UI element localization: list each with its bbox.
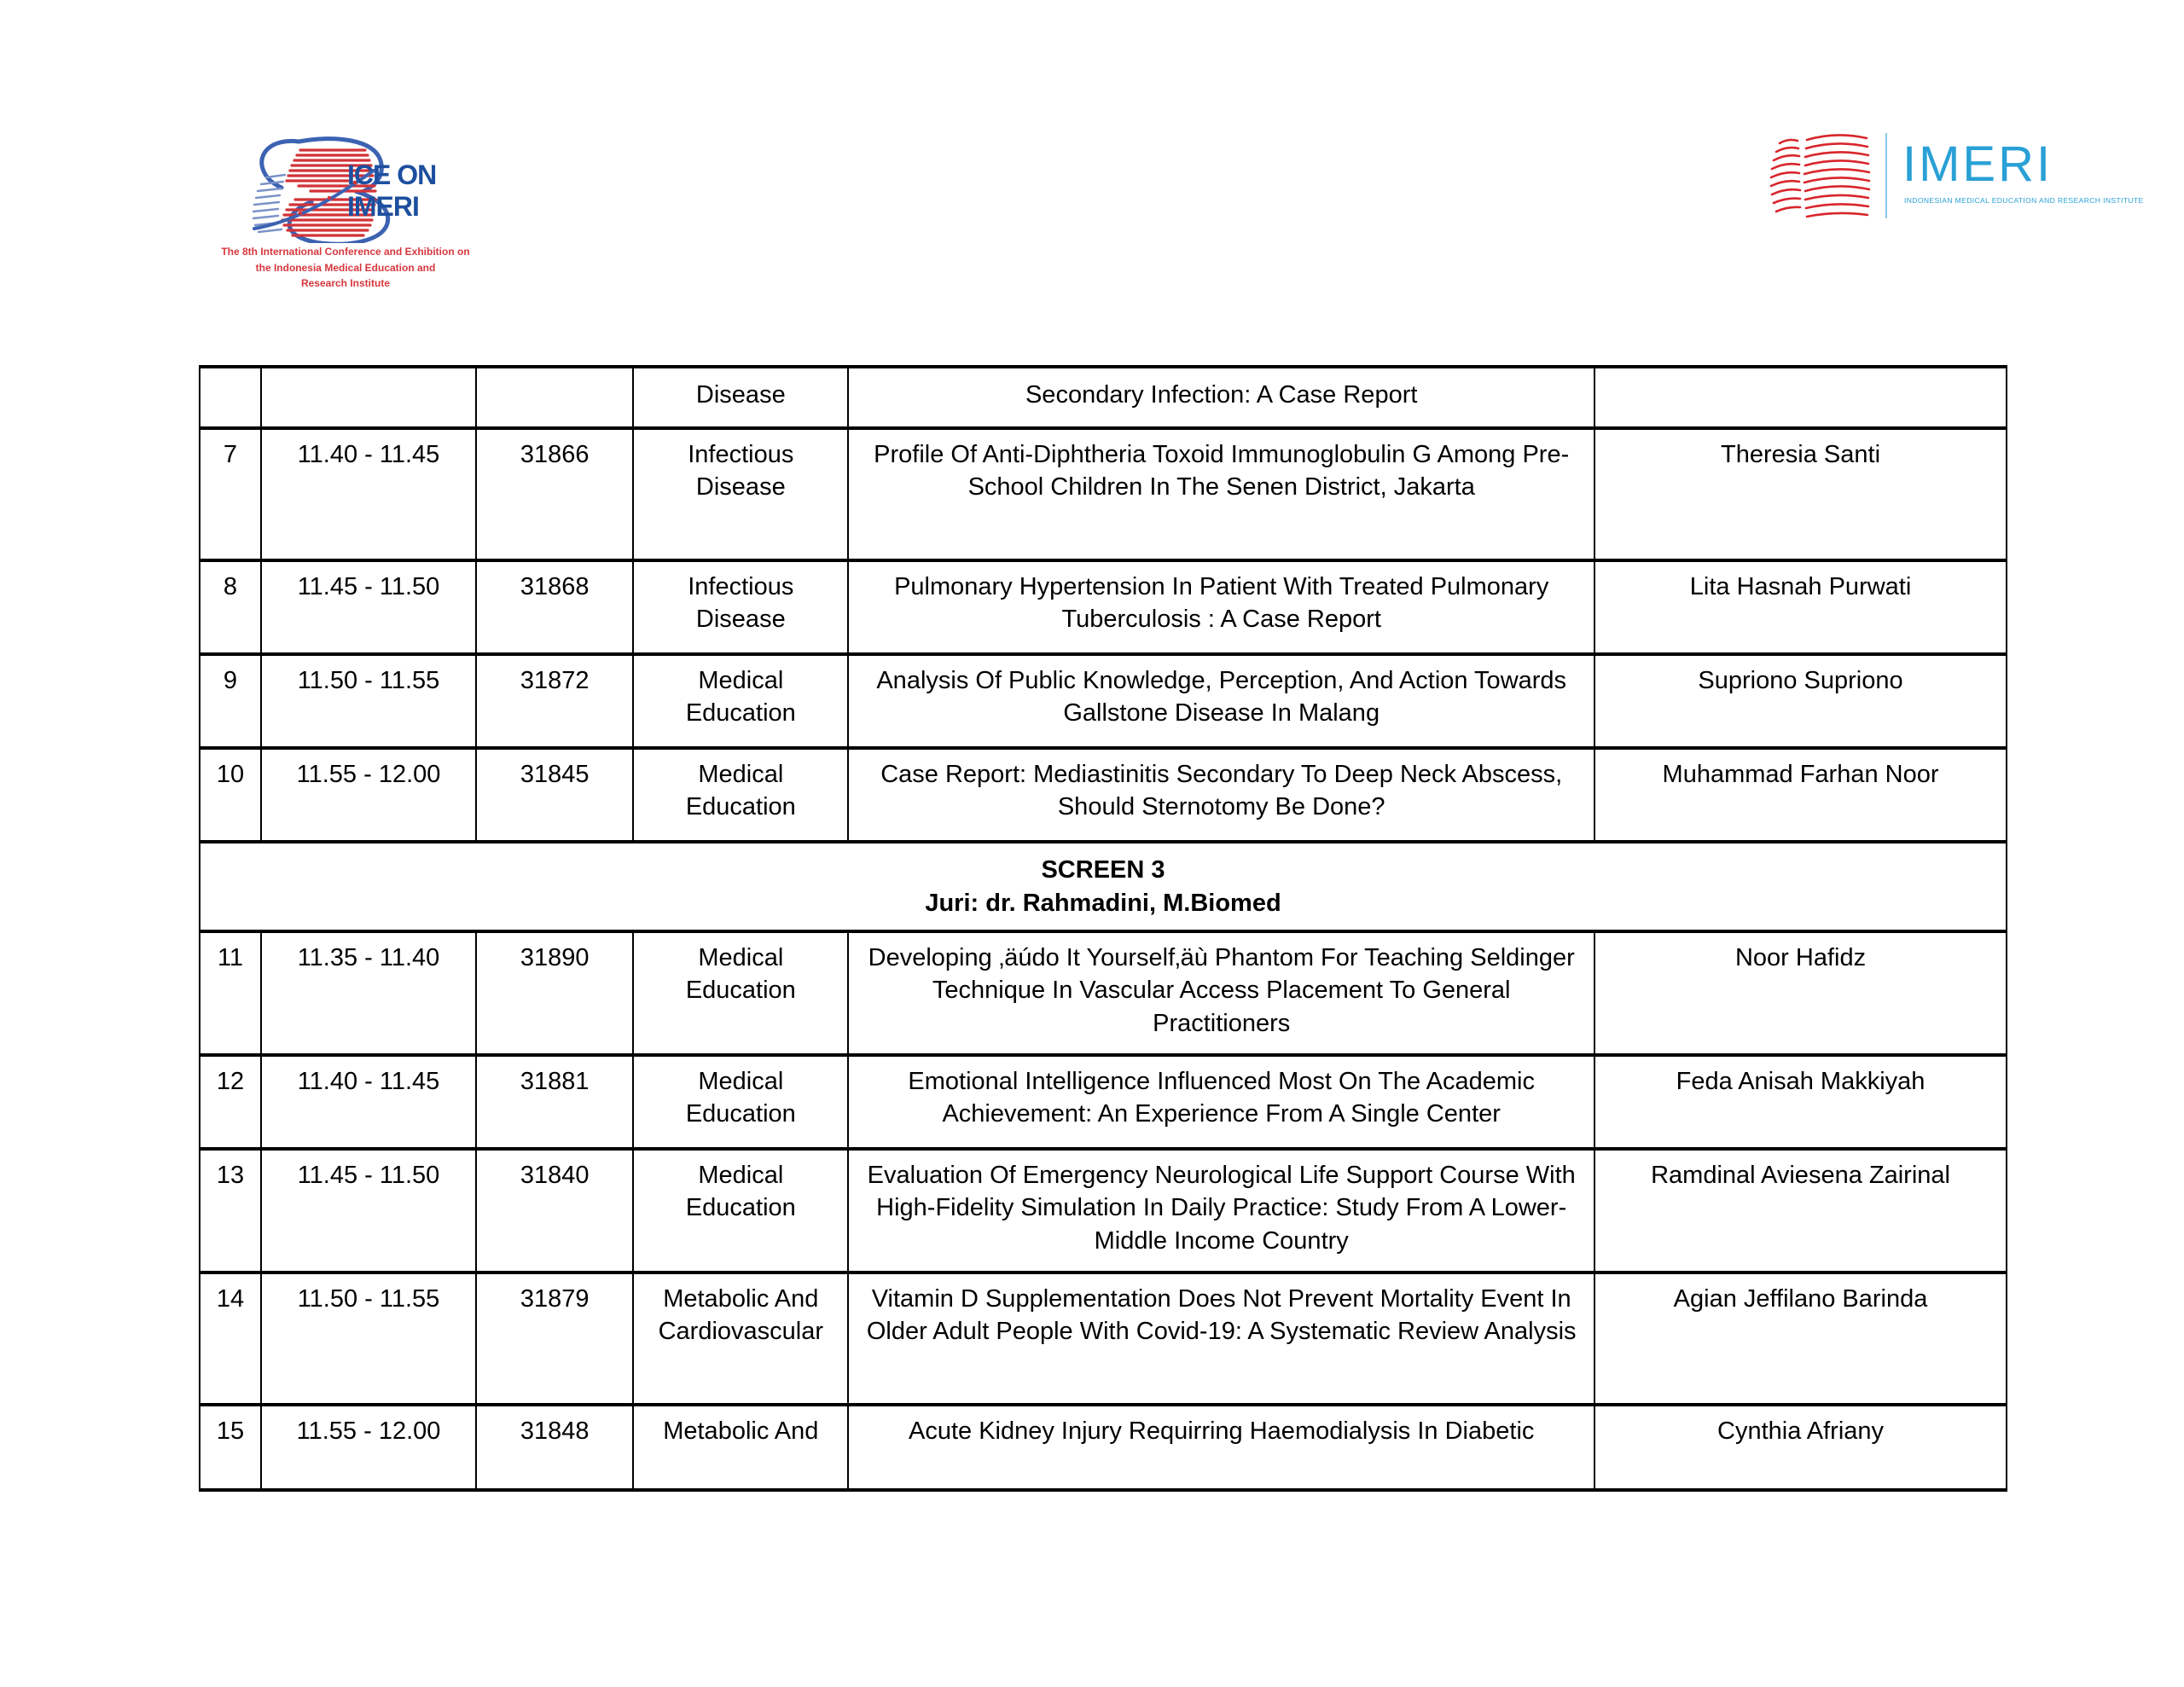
table-row: [200, 1405, 2007, 1490]
time-cell: 11.50 - 11.55: [261, 1272, 476, 1405]
title-cell: Developing ‚äúdo It Yourself‚äù Phantom For Teaching Seldinger Technique In Vascular Access Placement To General Practitioners: [848, 931, 1594, 1055]
category-cell: Metabolic And: [633, 1405, 848, 1490]
presenter-cell: Ramdinal Aviesena Zairinal: [1594, 1149, 2007, 1272]
title-cell: Analysis Of Public Knowledge, Perception, And Action Towards Gallstone Disease In Malang: [848, 654, 1594, 748]
presenter-cell: Theresia Santi: [1594, 428, 2007, 560]
abstract-id-cell: 31848: [476, 1405, 633, 1490]
abstract-id-cell: 31845: [476, 748, 633, 842]
abstract-id-cell: 31890: [476, 931, 633, 1055]
screen-label: SCREEN 3: [1041, 856, 1165, 884]
category-cell: Medical Education: [633, 748, 848, 842]
title-cell: Emotional Intelligence Influenced Most On The Academic Achievement: An Experience From A Single Center: [848, 1055, 1594, 1149]
category-cell: Medical Education: [633, 1149, 848, 1272]
time-cell: 11.40 - 11.45: [261, 1055, 476, 1149]
category-cell: Infectious Disease: [633, 560, 848, 654]
row-number-cell: 15: [200, 1405, 261, 1490]
category-cell: Infectious Disease: [633, 428, 848, 560]
abstract-id-cell: [476, 367, 633, 428]
time-cell: 11.45 - 11.50: [261, 1149, 476, 1272]
category-cell: Medical Education: [633, 1055, 848, 1149]
category-cell: Medical Education: [633, 654, 848, 748]
row-number-cell: 10: [200, 748, 261, 842]
presenter-cell: Feda Anisah Makkiyah: [1594, 1055, 2007, 1149]
ice-on-text: ICE ON: [347, 159, 437, 190]
time-cell: 11.50 - 11.55: [261, 654, 476, 748]
table-row: [200, 1055, 2007, 1149]
row-number-cell: 14: [200, 1272, 261, 1405]
presenter-cell: Noor Hafidz: [1594, 931, 2007, 1055]
section-header-cell: [200, 842, 2007, 931]
title-cell: Profile Of Anti-Diphtheria Toxoid Immunoglobulin G Among Pre-School Children In The Senen District, Jakarta: [848, 428, 1594, 560]
abstract-id-cell: 31866: [476, 428, 633, 560]
abstract-id-cell: 31881: [476, 1055, 633, 1149]
time-cell: 11.55 - 12.00: [261, 1405, 476, 1490]
table-row: [200, 748, 2007, 842]
tagline-line-3: Research Institute: [300, 277, 391, 290]
presenter-cell: Lita Hasnah Purwati: [1594, 560, 2007, 654]
imeri-text: IMERI: [347, 191, 419, 223]
time-cell: 11.35 - 11.40: [261, 931, 476, 1055]
presenter-cell: Muhammad Farhan Noor: [1594, 748, 2007, 842]
table-row: [200, 1272, 2007, 1405]
imeri-pages-icon: [1768, 130, 1874, 228]
table-row: [200, 367, 2007, 428]
abstract-id-cell: 31872: [476, 654, 633, 748]
imeri-subtitle: INDONESIAN MEDICAL EDUCATION AND RESEARCH INSTITUTE: [1904, 196, 2144, 205]
title-cell: Case Report: Mediastinitis Secondary To Deep Neck Abscess, Should Sternotomy Be Done?: [848, 748, 1594, 842]
time-cell: 11.45 - 11.50: [261, 560, 476, 654]
ice-on-imeri-wordmark: [347, 159, 436, 223]
row-number-cell: 8: [200, 560, 261, 654]
section-header-row: [200, 842, 2007, 931]
title-cell: Vitamin D Supplementation Does Not Prevent Mortality Event In Older Adult People With Covid-19: A Systematic Review Analysis: [848, 1272, 1594, 1405]
table-row: [200, 428, 2007, 560]
category-cell: Medical Education: [633, 931, 848, 1055]
row-number-cell: 7: [200, 428, 261, 560]
conference-tagline: [200, 244, 491, 292]
presenter-cell: Supriono Supriono: [1594, 654, 2007, 748]
time-cell: [261, 367, 476, 428]
row-number-cell: 12: [200, 1055, 261, 1149]
abstract-id-cell: 31868: [476, 560, 633, 654]
row-number-cell: 13: [200, 1149, 261, 1272]
title-cell: Pulmonary Hypertension In Patient With Treated Pulmonary Tuberculosis : A Case Report: [848, 560, 1594, 654]
title-cell: Evaluation Of Emergency Neurological Life Support Course With High-Fidelity Simulation In Daily Practice: Study From A Lower- Middle Income Country: [848, 1149, 1594, 1272]
title-cell: Acute Kidney Injury Requirring Haemodialysis In Diabetic: [848, 1405, 1594, 1490]
logo-divider: [1885, 133, 1887, 218]
table-row: [200, 654, 2007, 748]
presenter-cell: Cynthia Afriany: [1594, 1405, 2007, 1490]
title-cell: Secondary Infection: A Case Report: [848, 367, 1594, 428]
table-row: [200, 1149, 2007, 1272]
tagline-line-1: The 8th International Conference and Exhibition on: [221, 246, 470, 258]
row-number-cell: [200, 367, 261, 428]
row-number-cell: 11: [200, 931, 261, 1055]
presenter-cell: Agian Jeffilano Barinda: [1594, 1272, 2007, 1405]
table-row: [200, 560, 2007, 654]
row-number-cell: 9: [200, 654, 261, 748]
time-cell: 11.40 - 11.45: [261, 428, 476, 560]
ice-on-imeri-logo: [200, 81, 491, 294]
abstract-id-cell: 31840: [476, 1149, 633, 1272]
jury-label: Juri: dr. Rahmadini, M.Biomed: [925, 889, 1281, 917]
presentation-schedule-table: [199, 365, 2007, 1492]
imeri-wordmark: IMERI: [1902, 136, 2053, 192]
tagline-line-2: the Indonesia Medical Education and: [255, 261, 436, 274]
presenter-cell: [1594, 367, 2007, 428]
category-cell: Metabolic And Cardiovascular: [633, 1272, 848, 1405]
imeri-institute-logo: [1768, 126, 2144, 233]
abstract-id-cell: 31879: [476, 1272, 633, 1405]
category-cell: Disease: [633, 367, 848, 428]
time-cell: 11.55 - 12.00: [261, 748, 476, 842]
table-row: [200, 931, 2007, 1055]
